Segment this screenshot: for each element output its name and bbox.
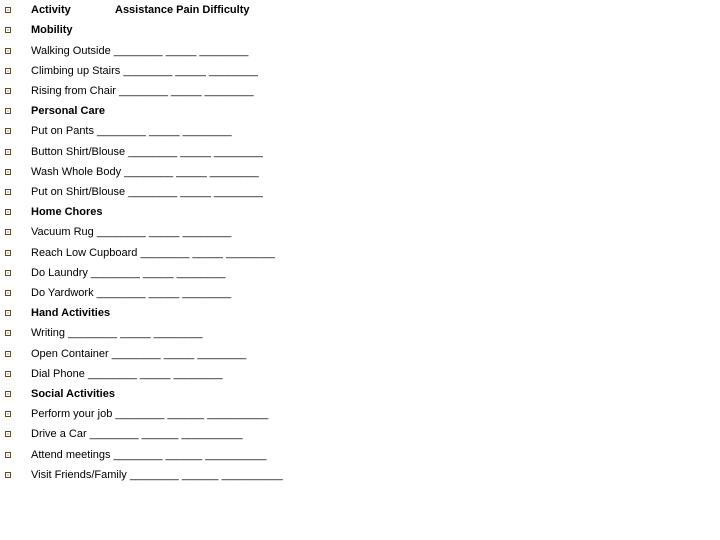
list-item-text: Do Yardwork ________ _____ ________: [31, 287, 232, 299]
square-bullet-icon: [5, 108, 11, 114]
list-item-text: Perform your job ________ ______ __________: [31, 408, 269, 420]
list-item: [0, 245, 276, 261]
list-item: [0, 63, 258, 79]
list-item-text: Climbing up Stairs ________ _____ ________: [31, 65, 258, 77]
section-heading-home-chores: [0, 204, 103, 220]
square-bullet-icon: [5, 351, 11, 357]
section-heading: Home Chores: [31, 206, 103, 218]
list-item-text: Reach Low Cupboard ________ _____ ________: [31, 247, 276, 259]
list-item: [0, 144, 263, 160]
square-bullet-icon: [5, 88, 11, 94]
square-bullet-icon: [5, 330, 11, 336]
section-heading-hand-activities: [0, 305, 111, 321]
list-item-text: Rising from Chair ________ _____ ________: [31, 85, 254, 97]
square-bullet-icon: [5, 472, 11, 478]
section-heading: Social Activities: [31, 388, 115, 400]
list-item-text: Dial Phone ________ _____ ________: [31, 368, 223, 380]
square-bullet-icon: [5, 68, 11, 74]
square-bullet-icon: [5, 411, 11, 417]
list-item: [0, 83, 254, 99]
header-row: [0, 2, 250, 18]
list-item-text: Walking Outside ________ _____ ________: [31, 45, 249, 57]
list-item: [0, 406, 269, 422]
square-bullet-icon: [5, 290, 11, 296]
square-bullet-icon: [5, 48, 11, 54]
square-bullet-icon: [5, 7, 11, 13]
list-item: [0, 123, 232, 139]
square-bullet-icon: [5, 431, 11, 437]
list-item: [0, 285, 232, 301]
section-heading-social-activities: [0, 386, 115, 402]
list-item-text: Open Container ________ _____ ________: [31, 348, 247, 360]
list-item-text: Wash Whole Body ________ _____ ________: [31, 166, 259, 178]
list-item-text: Do Laundry ________ _____ ________: [31, 267, 226, 279]
list-item-text: Button Shirt/Blouse ________ _____ ________: [31, 146, 263, 158]
square-bullet-icon: [5, 250, 11, 256]
columns-header: Assistance Pain Difficulty: [115, 4, 250, 16]
activity-header: Activity: [31, 4, 71, 16]
list-item-text: Writing ________ _____ ________: [31, 327, 203, 339]
square-bullet-icon: [5, 128, 11, 134]
section-heading-mobility: [0, 22, 73, 38]
square-bullet-icon: [5, 229, 11, 235]
square-bullet-icon: [5, 27, 11, 33]
list-item-text: Put on Pants ________ _____ ________: [31, 125, 232, 137]
list-item: [0, 224, 232, 240]
list-item: [0, 325, 203, 341]
section-heading: Personal Care: [31, 105, 105, 117]
square-bullet-icon: [5, 310, 11, 316]
section-heading: Hand Activities: [31, 307, 111, 319]
square-bullet-icon: [5, 209, 11, 215]
list-item: [0, 366, 223, 382]
list-item: [0, 346, 247, 362]
list-item: [0, 467, 283, 483]
list-item: [0, 43, 249, 59]
list-item: [0, 447, 267, 463]
list-item-text: Put on Shirt/Blouse ________ _____ ________: [31, 186, 263, 198]
list-item: [0, 426, 243, 442]
list-item-text: Drive a Car ________ ______ __________: [31, 428, 243, 440]
square-bullet-icon: [5, 189, 11, 195]
square-bullet-icon: [5, 149, 11, 155]
list-item: [0, 184, 263, 200]
list-item: [0, 265, 226, 281]
square-bullet-icon: [5, 371, 11, 377]
list-item: [0, 164, 259, 180]
square-bullet-icon: [5, 452, 11, 458]
list-item-text: Attend meetings ________ ______ __________: [31, 449, 267, 461]
square-bullet-icon: [5, 270, 11, 276]
list-item-text: Vacuum Rug ________ _____ ________: [31, 226, 232, 238]
section-heading: Mobility: [31, 24, 73, 36]
square-bullet-icon: [5, 169, 11, 175]
section-heading-personal-care: [0, 103, 105, 119]
list-item-text: Visit Friends/Family ________ ______ __________: [31, 469, 283, 481]
square-bullet-icon: [5, 391, 11, 397]
